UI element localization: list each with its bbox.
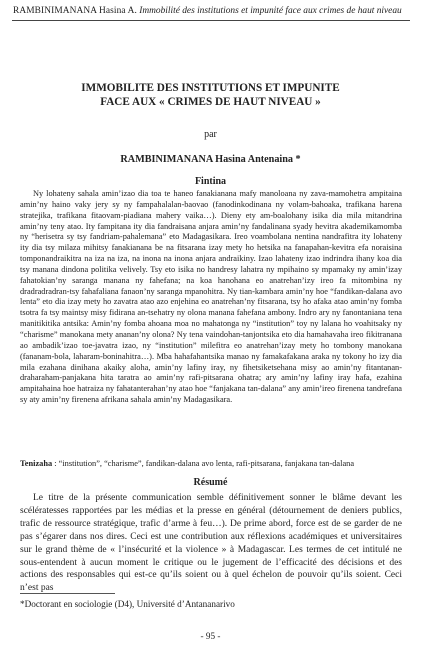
running-head xyxy=(13,5,413,17)
running-head-journal: Immobilité des institutions et impunité face aux crimes de haut niveau xyxy=(139,6,402,16)
footnote-rule xyxy=(20,593,115,594)
fintina-keywords xyxy=(20,459,408,470)
fintina-heading: Fintina xyxy=(194,176,227,187)
footnote: *Doctorant en sociologie (D4), Université d’Antananarivo xyxy=(20,599,235,609)
keywords-list: : “institution”, “charisme”, fandikan-dalana avo lenta, rafi-pitsarana, fanjakana tan-dalana xyxy=(54,459,355,468)
author-byline: RAMBINIMANANA Hasina Antenaina * xyxy=(120,154,301,165)
fintina-paragraph: Ny lohateny sahala amin’izao dia toa te haneo fanakianana mafy manoloana ny zava-mamohetra ampitaina amin’ny haino vaky jery sy ny fampahalalan-baovao (fanodinkodinana ny volam-bahoaka, trafikana harena stratejika, trafikana fitaovam-piadiana mahery vaika…). Dieny ety am-boalohany isika dia mila mitandrina amin’ny teny atao. Ity fampitana ity dia fandraisana anjara amin’ny fandalinana syady hevitra akademikamomba ny “herisetra sy tsy fandriam-pahalemana” eto Madagasikara. Ireo voambolana nentina nandrafitra ity lohateny ity dia tsy milaza mihitsy fanakianana be na fitsarana izay mety ho hetsika na fanapahan-kevitra efa noraisina tomponandraikitra na iza na iza, na inona na inona anjara andraikiny. Izao lahateny izao indrindra ihany koa dia tsy manana dindona politika velively. Tsy eto isika no handresy lahatra ny mpihaino sy mpamaky ny amin’izay fahatokian’ny saranga manana ny fahefana; na koa hanohana eo anatrehan’izy ireo fa mitombina ny dradradradran-tsy fahafaliana fanaon’ny saranga mpanohitra. Ny tian-kambara amin’ny hoe “fandikan-dalana avo lenta” eto dia izay mety ho zavatra atao azo enjehina eo anatrehan’ny fitsarana, tsy ho afaka atao amin’ny fomba tsotra fa tsy maintsy misy fidirana an-tsehatry ny olona manana fahefana ambony. Indro ary ny fanontaniana tena manitikitika antsika: Amin’ny fomba ahoana moa no mahatonga ny “institution” toy ny lalana ho voahitsaky ny “charisme” manokana mety ananan’ny olona? Ny tena vaindohan-tanjontsika eto dia hamahavaha ireo fikitranana ao ambadik’izao toe-javatra izao, ny “institution” milefitra eo anatrehan’izay mety ho tombony manokana (fananam-bola, laharam-boninahitra…). Mba hahafahantsika manao ny famakafakana araka ny tokony ho izy dia mila ezahana dinihana akaiky aloha, amin’ny lafiny iray, ny fihetsiketsehana misy ao amin’ny fitantanan-draharaham-panjakana hita taratra ao amin’ny rafi-pitsarana ohatra; ary amin’ny lafiny iray hafa, ezahina ampitahaina hoe hatraiza ny fahatanterahan’ny atao hoe “fanjakana tan-dalana” any amin’ireo firenena tandrefana sy aty amin’ny firenena afrikana sahala amin’ny Madagasikara. xyxy=(20,189,402,405)
keywords-label: Tenizaha xyxy=(20,459,53,468)
by-word: par xyxy=(204,129,217,140)
resume-abstract xyxy=(20,492,402,595)
running-head-rule xyxy=(12,20,410,21)
resume-heading: Résumé xyxy=(193,477,228,488)
fintina-abstract xyxy=(20,189,402,406)
page-number: - 95 - xyxy=(200,631,221,641)
article-title xyxy=(0,81,421,109)
title-line-2: FACE AUX « CRIMES DE HAUT NIVEAU » xyxy=(100,96,321,108)
resume-paragraph: Le titre de la présente communication semble définitivement sonner le blâme devant les scélératesses rapportées par les médias et la presse en général (détournement de deniers publics, trafic de ressource stratégique, trafic d’arme à feu…). De prime abord, force est de se garder de ne pas s’égarer dans nos dires. Ceci est une contribution aux réflexions académiques et universitaires sur le grand thème de « l’insécurité et la violence » à Madagascar. Les termes de cet intitulé ne sous-entendent à aucun moment le critique ou le jugement de l’efficacité des décisions et des actions des responsables qui est-ce qu’ils soient ou à quel échelon de pouvoir qu’ils soient. Ceci n’est pas xyxy=(20,493,402,594)
title-line-1: IMMOBILITE DES INSTITUTIONS ET IMPUNITE xyxy=(81,82,340,94)
running-head-author: RAMBINIMANANA Hasina A. xyxy=(13,6,137,16)
